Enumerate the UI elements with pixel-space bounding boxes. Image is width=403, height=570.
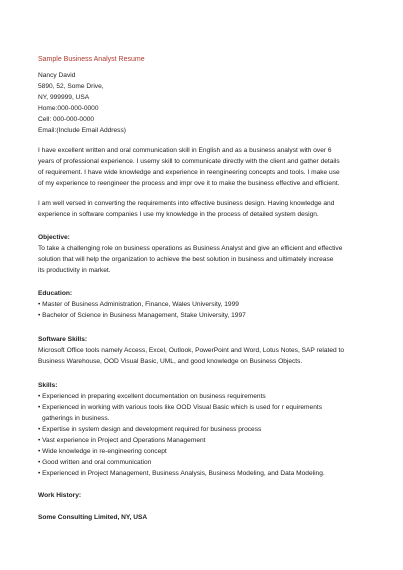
software-skills-line: Microsoft Office tools namely Access, Excel, Outlook, PowerPoint and Word, Lotus Notes, SAP related to: [38, 347, 345, 354]
education-item: • Master of Business Administration, Finance, Wales University, 1999: [38, 301, 239, 308]
skill-item: gatherings in business.: [42, 415, 110, 422]
contact-name: Nancy David: [38, 72, 76, 79]
education-item: • Bachelor of Science in Business Management, Stake University, 1997: [38, 312, 246, 319]
software-skills-heading: Software Skills:: [38, 336, 88, 343]
document-title: Sample Business Analyst Resume: [38, 56, 145, 63]
summary-line: of requirement. I have wide knowledge and experience in reengineering concepts and tools. I make use: [38, 169, 340, 176]
skill-item: • Expertise in system design and development required for business process: [38, 426, 262, 433]
contact-address-line: 5890, 52, Some Drive,: [38, 83, 104, 90]
work-history-heading: Work History:: [38, 492, 82, 499]
skills-list: [38, 391, 368, 479]
objective-heading: Objective:: [38, 234, 70, 241]
objective-text: [38, 243, 368, 276]
summary-line: I have excellent written and oral communication skill in English and as a business analyst with over 6: [38, 147, 332, 154]
skill-item: • Experienced in Project Management, Business Analysis, Business Modeling, and Data Modeling.: [38, 470, 325, 477]
summary-line: of my experience to reengineer the process and impr ove it to make the business effective and efficient.: [38, 180, 340, 187]
summary-paragraph: [38, 145, 368, 189]
objective-line: its productivity in market.: [38, 267, 111, 274]
skill-item: • Experienced in working with various tools like OOD Visual Basic which is used for r equirements: [38, 404, 323, 411]
contact-cell-phone: Cell: 000-000-0000: [38, 116, 95, 123]
education-list: [38, 299, 368, 321]
skill-item: • Good written and oral communication: [38, 459, 152, 466]
skills-heading: Skills:: [38, 382, 58, 389]
resume-content: [38, 54, 368, 523]
software-skills-text: [38, 345, 368, 367]
contact-home-phone: Home:000-000-0000: [38, 105, 99, 112]
summary-line: I am well versed in converting the requirements into effective business design. Having knowledge and: [38, 200, 335, 207]
skill-item: • Wide knowledge in re-engineering concept: [38, 448, 167, 455]
software-skills-line: Business Warehouse, OOD Visual Basic, UML, and good knowledge on Business Objects.: [38, 358, 303, 365]
summary-paragraph: [38, 198, 368, 220]
objective-line: solution that will help the organization to achieve the best solution in business and ultimately increase: [38, 256, 334, 263]
contact-email: Email:(Include Email Address): [38, 127, 126, 134]
contact-block: [38, 70, 368, 136]
skill-item: • Vast experience in Project and Operations Management: [38, 437, 206, 444]
education-heading: Education:: [38, 290, 73, 297]
summary-line: years of professional experience. I usemy skill to communicate directly with the client and gather details: [38, 158, 340, 165]
contact-address-line: NY, 999999, USA: [38, 94, 90, 101]
objective-line: To take a challenging role on business operations as Business Analyst and give an efficient and effective: [38, 245, 343, 252]
work-company: Some Consulting Limited, NY, USA: [38, 514, 148, 521]
skill-item: • Experienced in preparing excellent documentation on business requirements: [38, 393, 266, 400]
summary-line: experience in software companies I use my knowledge in the process of detailed system design.: [38, 211, 319, 218]
